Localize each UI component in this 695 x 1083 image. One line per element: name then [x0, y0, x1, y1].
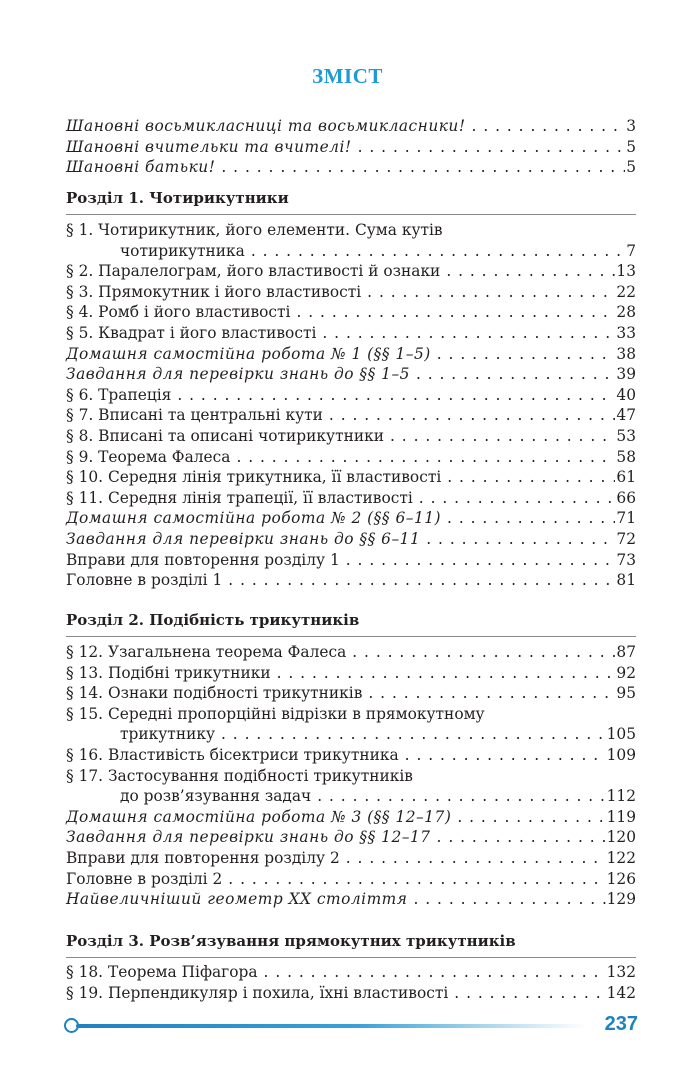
toc-entry-page: 7: [626, 241, 636, 260]
section-title: Розділ 2. Подібність трикутників: [66, 611, 360, 629]
toc-entry-page: 72: [616, 529, 636, 548]
toc-entry-page: 109: [606, 745, 636, 764]
toc-entry-text: § 2. Паралелограм, його властивості й ознаки: [66, 262, 441, 281]
toc-entry-page: 132: [606, 963, 636, 981]
toc-entry[interactable]: [66, 550, 636, 571]
toc-entry-text: Головне в розділі 1: [66, 571, 223, 590]
toc-entry-text: § 14. Ознаки подібності трикутників: [66, 684, 363, 703]
toc-entry-page: 129: [606, 890, 636, 909]
toc-entry[interactable]: [66, 302, 636, 323]
toc-entry-page: 5: [626, 137, 636, 156]
leader-dots: [221, 724, 606, 745]
leader-dots: [346, 550, 616, 571]
section-divider: [66, 957, 636, 958]
toc-entry-continuation: чотирикутника: [120, 241, 245, 260]
toc-entry-text: § 7. Вписані та центральні кути: [66, 406, 323, 425]
intro-list: [66, 116, 636, 178]
leader-dots: [413, 889, 605, 910]
footer-rule: [76, 1024, 586, 1028]
leader-dots: [472, 116, 626, 137]
page-number: 237: [604, 1013, 638, 1035]
leader-dots: [236, 447, 615, 468]
toc-entry-continuation: до розв’язування задач: [120, 787, 312, 806]
toc-entry[interactable]: [66, 157, 636, 178]
toc-entry-text: § 17. Застосування подібності трикутників: [66, 766, 413, 785]
toc-entry-page: 61: [616, 468, 636, 487]
leader-dots: [322, 323, 615, 344]
toc-entry[interactable]: [66, 827, 636, 848]
toc-entry[interactable]: [66, 848, 636, 869]
section-3-entries: [66, 962, 636, 1003]
toc-entry-page: 126: [606, 869, 636, 888]
leader-dots: [419, 488, 616, 509]
toc-entry-text: § 8. Вписані та описані чотирикутники: [66, 426, 384, 445]
toc-entry-page: 66: [616, 488, 636, 507]
leader-dots: [437, 344, 616, 365]
toc-entry-text: § 18. Теорема Піфагора: [66, 963, 258, 981]
toc-entry-text: § 4. Ромб і його властивості: [66, 303, 291, 322]
toc-entry-text: Завдання для перевірки знань до §§ 1–5: [66, 365, 410, 384]
toc-entry[interactable]: [66, 766, 636, 807]
toc-entry-page: 105: [606, 725, 636, 744]
toc-entry[interactable]: [66, 642, 636, 663]
toc-entry-page: 40: [616, 385, 636, 404]
toc-entry[interactable]: [66, 488, 636, 509]
toc-entry[interactable]: [66, 663, 636, 684]
leader-dots: [416, 364, 615, 385]
leader-dots: [177, 385, 615, 406]
section-title: Розділ 3. Розв’язування прямокутних трикутників: [66, 932, 516, 950]
toc-entry-text: § 12. Узагальнена теорема Фалеса: [66, 643, 347, 661]
toc-entry-page: 119: [606, 807, 636, 826]
toc-entry-text: Домашня самостійна робота № 3 (§§ 12–17): [66, 807, 452, 826]
leader-dots: [264, 962, 606, 983]
toc-entry[interactable]: [66, 683, 636, 704]
toc-entry[interactable]: [66, 137, 636, 158]
leader-dots: [454, 983, 605, 1004]
toc-entry[interactable]: [66, 508, 636, 529]
leader-dots: [390, 426, 615, 447]
toc-entry-page: 73: [616, 550, 636, 569]
toc-entry-page: 13: [616, 262, 636, 281]
toc-entry-text: § 3. Прямокутник і його властивості: [66, 282, 362, 301]
toc-entry-text: Шановні вчительки та вчителі!: [66, 137, 352, 156]
leader-dots: [447, 508, 615, 529]
toc-entry[interactable]: [66, 344, 636, 365]
toc-entry-text: § 10. Середня лінія трикутника, її властивості: [66, 468, 442, 487]
leader-dots: [228, 869, 605, 890]
toc-entry-page: 47: [616, 406, 636, 425]
toc-entry-text: Домашня самостійна робота № 1 (§§ 1–5): [66, 344, 431, 363]
toc-entry[interactable]: [66, 261, 636, 282]
toc-entry[interactable]: [66, 962, 636, 983]
toc-entry-text: Вправи для повторення розділу 2: [66, 848, 340, 867]
toc-entry[interactable]: [66, 467, 636, 488]
toc-entry-text: § 11. Середня лінія трапеції, її властивості: [66, 488, 413, 507]
toc-entry[interactable]: [66, 282, 636, 303]
toc-entry-page: 28: [616, 303, 636, 322]
leader-dots: [405, 745, 606, 766]
leader-dots: [329, 405, 615, 426]
leader-dots: [317, 786, 605, 807]
toc-entry[interactable]: [66, 116, 636, 137]
leader-dots: [251, 241, 625, 262]
toc-entry-text: Головне в розділі 2: [66, 869, 223, 888]
toc-entry-page: 3: [626, 117, 636, 135]
toc-entry-text: Вправи для повторення розділу 1: [66, 550, 340, 569]
toc-entry-page: 92: [616, 663, 636, 682]
toc-entry-page: 95: [616, 684, 636, 703]
toc-entry-page: 33: [616, 323, 636, 342]
toc-entry-page: 112: [606, 787, 636, 806]
leader-dots: [367, 282, 615, 303]
toc-entry-page: 5: [626, 158, 636, 177]
toc-entry[interactable]: [66, 807, 636, 828]
toc-entry[interactable]: [66, 323, 636, 344]
toc-entry[interactable]: [66, 405, 636, 426]
leader-dots: [352, 642, 615, 663]
toc-entry-text: § 6. Трапеція: [66, 385, 172, 404]
toc-entry-continuation: трикутнику: [120, 725, 216, 744]
toc-entry[interactable]: [66, 220, 636, 261]
toc-entry-page: 71: [616, 509, 636, 528]
toc-entry[interactable]: [66, 447, 636, 468]
leader-dots: [426, 529, 615, 550]
leader-dots: [368, 683, 615, 704]
toc-entry-text: § 9. Теорема Фалеса: [66, 447, 231, 466]
toc-entry-page: 120: [606, 828, 636, 847]
toc-entry-text: § 5. Квадрат і його властивості: [66, 323, 317, 342]
toc-entry[interactable]: [66, 529, 636, 550]
toc-entry[interactable]: [66, 364, 636, 385]
leader-dots: [447, 467, 615, 488]
leader-dots: [437, 827, 606, 848]
toc-entry-text: Завдання для перевірки знань до §§ 6–11: [66, 529, 421, 548]
section-divider: [66, 214, 636, 215]
toc-entry-text: § 13. Подібні трикутники: [66, 663, 271, 682]
section-2-entries: [66, 642, 636, 910]
toc-entry-page: 122: [606, 848, 636, 867]
leader-dots: [358, 137, 626, 158]
leader-dots: [446, 261, 615, 282]
section-divider: [66, 636, 636, 637]
toc-entry-text: Найвеличніший геометр ХХ століття: [66, 890, 408, 909]
toc-entry[interactable]: [66, 889, 636, 910]
toc-entry-page: 81: [616, 571, 636, 590]
toc-entry[interactable]: [66, 704, 636, 745]
toc-entry-text: Шановні восьмикласниці та восьмикласники!: [66, 117, 466, 135]
section-1-entries: [66, 220, 636, 591]
toc-entry[interactable]: [66, 385, 636, 406]
toc-entry-page: 87: [616, 643, 636, 661]
toc-entry[interactable]: [66, 745, 636, 766]
leader-dots: [346, 848, 606, 869]
toc-entry[interactable]: [66, 983, 636, 1004]
leader-dots: [228, 570, 615, 591]
toc-entry-page: 142: [606, 983, 636, 1002]
toc-entry-page: 58: [616, 447, 636, 466]
toc-entry-text: Завдання для перевірки знань до §§ 12–17: [66, 828, 431, 847]
page-title: ЗМІСТ: [312, 64, 383, 88]
leader-dots: [457, 807, 605, 828]
leader-dots: [221, 157, 625, 178]
leader-dots: [277, 663, 616, 684]
toc-entry-page: 38: [616, 344, 636, 363]
section-title: Розділ 1. Чотирикутники: [66, 189, 289, 207]
leader-dots: [296, 302, 615, 323]
toc-entry-text: § 16. Властивість бісектриси трикутника: [66, 745, 399, 764]
toc-entry-text: Шановні батьки!: [66, 158, 216, 177]
toc-entry-text: § 15. Середні пропорційні відрізки в прямокутному: [66, 704, 485, 723]
toc-entry-page: 53: [616, 426, 636, 445]
toc-entry[interactable]: [66, 570, 636, 591]
toc-entry-text: § 1. Чотирикутник, його елементи. Сума кутів: [66, 221, 443, 239]
toc-entry-text: Домашня самостійна робота № 2 (§§ 6–11): [66, 509, 442, 528]
toc-entry[interactable]: [66, 426, 636, 447]
toc-entry-text: § 19. Перпендикуляр і похила, їхні властивості: [66, 983, 449, 1002]
toc-entry-page: 22: [616, 282, 636, 301]
toc-entry[interactable]: [66, 869, 636, 890]
toc-entry-page: 39: [616, 365, 636, 384]
